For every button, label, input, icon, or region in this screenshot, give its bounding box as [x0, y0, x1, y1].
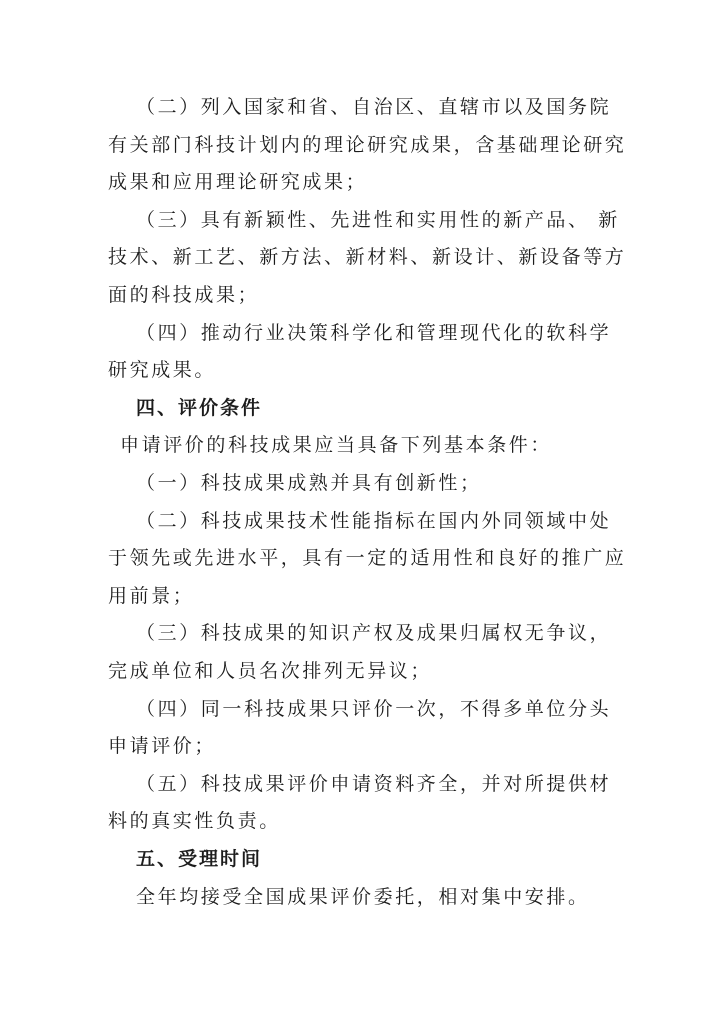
text-line: （四）推动行业决策科学化和管理现代化的软科学 [136, 322, 612, 344]
text-line: 料的真实性负责。 [108, 810, 281, 832]
text-line: （二）科技成果技术性能指标在国内外同领域中处 [136, 510, 612, 532]
text-line: 技术、新工艺、新方法、新材料、新设计、新设备等方 [108, 246, 627, 268]
text-line: 全年均接受全国成果评价委托，相对集中安排。 [136, 886, 590, 908]
text-line: 申请评价； [108, 735, 217, 757]
text-line: （二）列入国家和省、自治区、直辖市以及国务院 [136, 96, 612, 118]
text-line: 于领先或先进水平，具有一定的适用性和良好的推广应 [108, 547, 627, 569]
section-heading: 四、评价条件 [136, 397, 263, 419]
text-line: 研究成果。 [108, 359, 217, 381]
text-line: （五）科技成果评价申请资料齐全，并对所提供材 [136, 773, 612, 795]
text-line: 有关部门科技计划内的理论研究成果，含基础理论研究 [108, 134, 627, 156]
text-line: 面的科技成果； [108, 284, 260, 306]
text-line: （三）科技成果的知识产权及成果归属权无争议， [136, 622, 612, 644]
text-line: 用前景； [108, 585, 195, 607]
text-line: 成果和应用理论研究成果； [108, 171, 368, 193]
text-line: （一）科技成果成熟并具有创新性； [136, 472, 482, 494]
section-heading: 五、受理时间 [136, 848, 263, 870]
text-line: （四）同一科技成果只评价一次，不得多单位分头 [136, 698, 612, 720]
text-line: 申请评价的科技成果应当具备下列基本条件： [120, 434, 553, 456]
text-line: （三）具有新颖性、先进性和实用性的新产品、 新 [136, 209, 620, 231]
text-line: 完成单位和人员名次排列无异议； [108, 660, 433, 682]
